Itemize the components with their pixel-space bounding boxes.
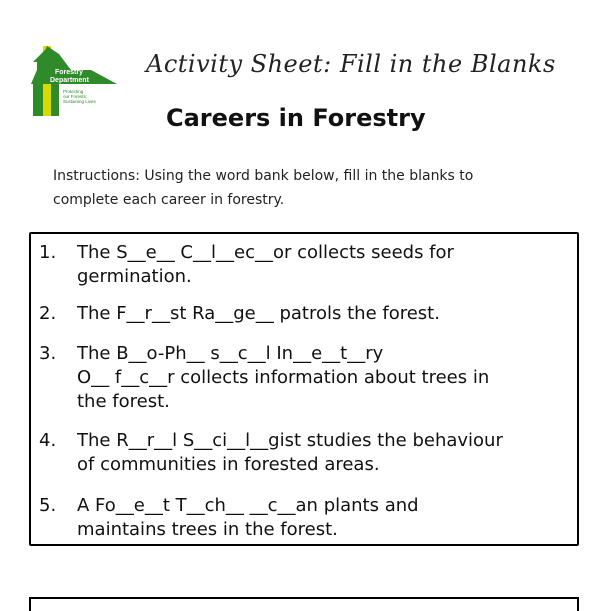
- question-number: 3.: [39, 343, 57, 364]
- logo-tagline-line3: Sustaining Lives: [63, 99, 96, 104]
- question-number: 2.: [39, 303, 57, 324]
- question-text-line: A Fo__e__t T__ch__ __c__an plants and: [77, 495, 419, 516]
- page-heading: Careers in Forestry: [166, 104, 426, 132]
- question-2: [39, 302, 440, 326]
- activity-sheet-title: Activity Sheet: Fill in the Blanks: [146, 50, 556, 78]
- question-text-line: germination.: [77, 266, 192, 287]
- instructions-line-2: complete each career in forestry.: [53, 192, 285, 208]
- question-number: 4.: [39, 430, 57, 451]
- question-4: [39, 429, 503, 477]
- word-bank-box: [29, 597, 579, 611]
- instructions-line-1: Instructions: Using the word bank below, fill in the blanks to: [53, 168, 474, 184]
- question-text-line: the forest.: [77, 391, 170, 412]
- question-number: 1.: [39, 242, 57, 263]
- question-number: 5.: [39, 495, 57, 516]
- question-text-line: The F__r__st Ra__ge__ patrols the forest.: [77, 303, 440, 324]
- logo-tagline-line1: Protecting: [63, 89, 84, 94]
- question-text-line: The B__o-Ph__ s__c__l In__e__t__ry: [77, 343, 384, 364]
- question-text-line: The S__e__ C__l__ec__or collects seeds for: [77, 242, 454, 263]
- logo-tagline-line2: our Forests;: [63, 94, 88, 99]
- logo-text-line2: Department: [50, 77, 89, 84]
- question-text-line: The R__r__l S__ci__l__gist studies the behaviour: [77, 430, 503, 451]
- logo-text-line1: Forestry: [55, 69, 84, 76]
- question-3: [39, 342, 489, 414]
- question-text-line: of communities in forested areas.: [77, 454, 380, 475]
- question-5: [39, 494, 419, 542]
- question-1: [39, 241, 454, 289]
- questions-box: [29, 232, 579, 546]
- forestry-department-logo: [31, 44, 117, 118]
- question-text-line: O__ f__c__r collects information about trees in: [77, 367, 490, 388]
- tree-house-logo-icon: [31, 44, 117, 118]
- question-text-line: maintains trees in the forest.: [77, 519, 338, 540]
- instructions: [53, 164, 523, 212]
